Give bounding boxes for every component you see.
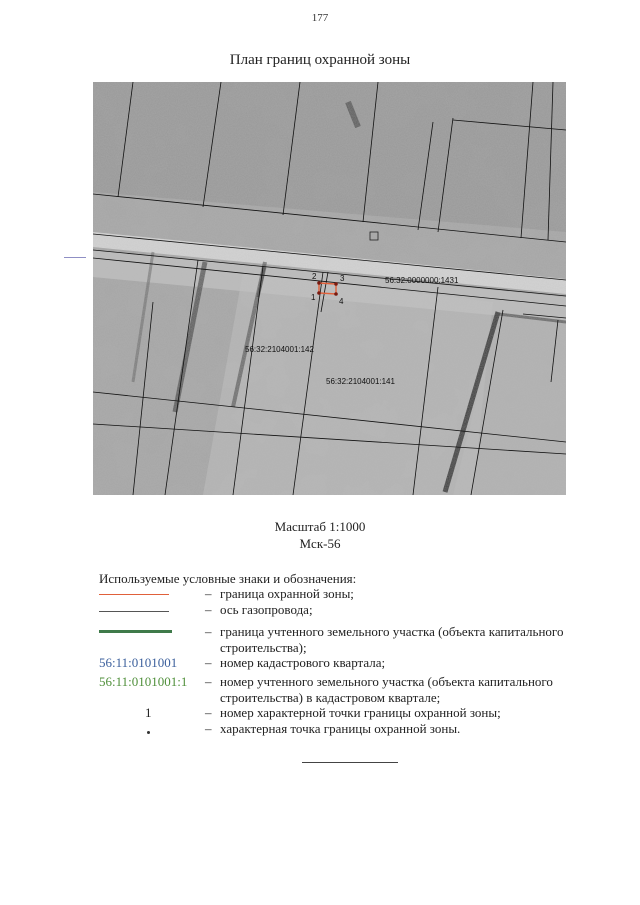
legend-dash: – (205, 624, 212, 639)
cadastral-quarter-symbol: 56:11:0101001 (99, 655, 178, 670)
zone-boundary-line-symbol (99, 594, 169, 595)
coordinate-system: Мск-56 (299, 536, 341, 551)
legend-text: номер кадастрового квартала; (220, 655, 386, 670)
legend-text: характерная точка границы охранной зоны. (220, 721, 461, 736)
legend-text: граница учтенного земельного участка (объекта капитального строительства); (220, 624, 564, 655)
scale-block (0, 518, 640, 552)
legend-heading: Используемые условные знаки и обозначения: (99, 571, 357, 586)
legend-dash: – (205, 674, 212, 689)
point-label-4: 4 (339, 297, 344, 306)
legend-text: граница охранной зоны; (220, 586, 354, 601)
legend-text: номер учтенного земельного участка (объекта капитального строительства) в кадастровом квартале; (220, 674, 553, 705)
legend-text: ось газопровода; (220, 602, 313, 617)
legend-dash: – (205, 655, 212, 670)
parcel-label-road: 56:32:0000000:1431 (385, 276, 459, 285)
satellite-map[interactable] (93, 82, 566, 495)
parcel-boundary-line-symbol (99, 630, 172, 633)
zone-point-1 (317, 291, 321, 295)
scale-label: Масштаб 1:1000 (274, 519, 366, 534)
parcel-label-142: 56:32:2104001:142 (245, 345, 314, 354)
legend-dash: – (205, 721, 212, 736)
page-title: План границ охранной зоны (229, 52, 411, 68)
point-number-symbol: 1 (145, 705, 152, 720)
legend-dash: – (205, 602, 212, 617)
point-label-2: 2 (312, 272, 317, 281)
legend-text: номер характерной точки границы охранной зоны; (220, 705, 501, 720)
legend-dash: – (205, 586, 212, 601)
parcel-number-symbol: 56:11:0101001:1 (99, 674, 188, 689)
pipeline-axis-line-symbol (99, 611, 169, 612)
point-label-3: 3 (340, 274, 345, 283)
characteristic-point-dot-symbol (147, 731, 150, 734)
zone-point-2 (317, 281, 321, 285)
zone-point-4 (334, 292, 338, 296)
signature-line (302, 762, 398, 763)
margin-mark (64, 257, 86, 258)
legend-dash: – (205, 705, 212, 720)
page-number: 177 (311, 12, 329, 24)
parcel-label-141: 56:32:2104001:141 (326, 377, 395, 386)
point-label-1: 1 (311, 293, 316, 302)
zone-point-3 (334, 282, 338, 286)
